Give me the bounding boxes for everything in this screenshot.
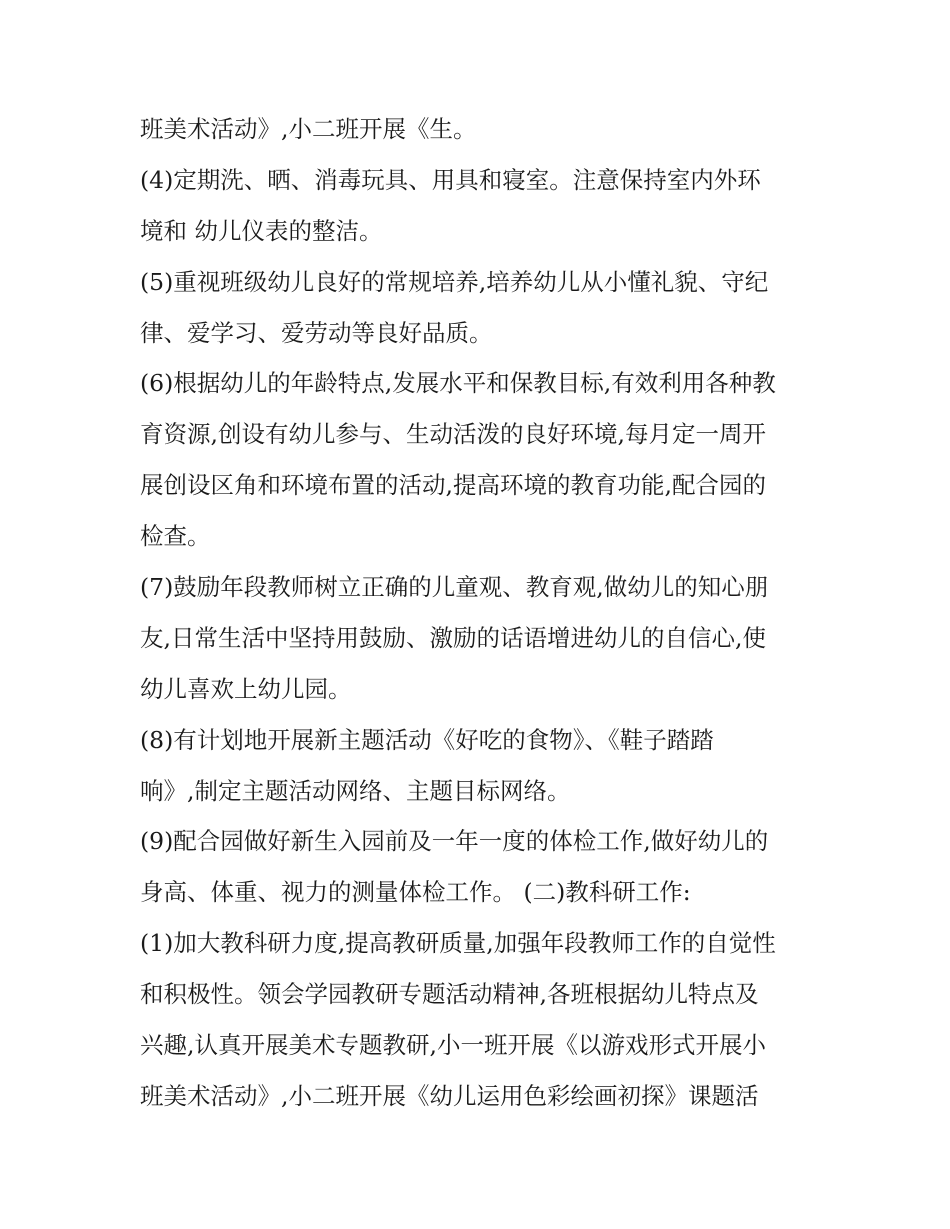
text-line: (1)加大教科研力度,提高教研质量,加强年段教师工作的自觉性 bbox=[140, 929, 776, 958]
document-body bbox=[140, 104, 820, 1122]
text-line: 身高、体重、视力的测量体检工作。 (二)教科研工作: bbox=[140, 878, 691, 907]
text-line: 检查。 bbox=[140, 522, 211, 551]
text-line: 和积极性。领会学园教研专题活动精神,各班根据幼儿特点及 bbox=[140, 980, 759, 1009]
text-line: 育资源,创设有幼儿参与、生动活泼的良好环境,每月定一周开 bbox=[140, 420, 766, 449]
text-line: (9)配合园做好新生入园前及一年一度的体检工作,做好幼儿的 bbox=[140, 827, 769, 856]
text-line: (6)根据幼儿的年龄特点,发展水平和保教目标,有效利用各种教 bbox=[140, 369, 776, 398]
text-line: 幼儿喜欢上幼儿园。 bbox=[140, 674, 352, 703]
text-line: 境和 幼儿仪表的整洁。 bbox=[140, 216, 383, 245]
text-line: 展创设区角和环境布置的活动,提高环境的教育功能,配合园的 bbox=[140, 471, 766, 500]
text-line: (5)重视班级幼儿良好的常规培养,培养幼儿从小懂礼貌、守纪 bbox=[140, 267, 769, 296]
text-line: (4)定期洗、晒、消毒玩具、用具和寝室。注意保持室内外环 bbox=[140, 165, 761, 194]
text-line: 律、爱学习、爱劳动等良好品质。 bbox=[140, 318, 493, 347]
text-line: 兴趣,认真开展美术专题教研,小一班开展《以游戏形式开展小 bbox=[140, 1031, 766, 1060]
text-line: 班美术活动》,小二班开展《幼儿运用色彩绘画初探》课题活 bbox=[140, 1081, 759, 1110]
text-line: 友,日常生活中坚持用鼓励、激励的话语增进幼儿的自信心,使 bbox=[140, 623, 766, 652]
text-line: 班美术活动》,小二班开展《生。 bbox=[140, 115, 477, 143]
text-line: (8)有计划地开展新主题活动《好吃的食物》、《鞋子踏踏 bbox=[140, 725, 714, 754]
text-line: 响》,制定主题活动网络、主题目标网络。 bbox=[140, 776, 571, 805]
text-line: (7)鼓励年段教师树立正确的儿童观、教育观,做幼儿的知心朋 bbox=[140, 573, 769, 602]
